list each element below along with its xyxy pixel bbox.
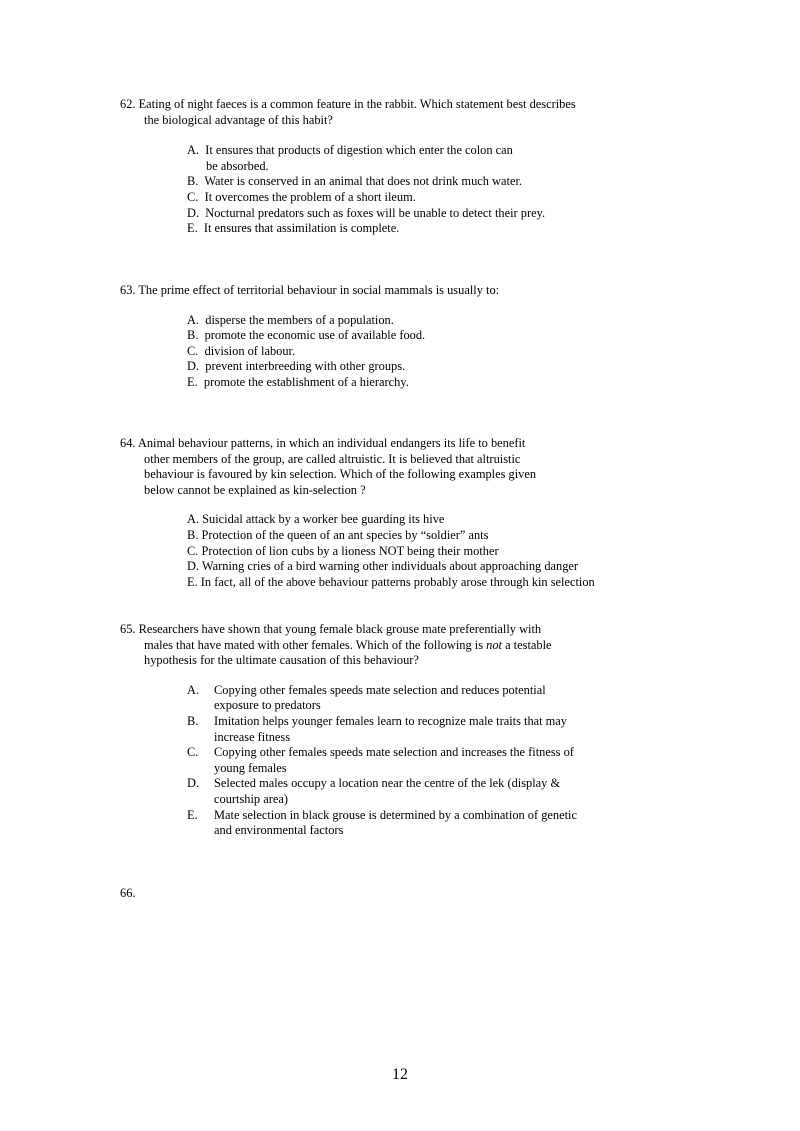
option-b	[187, 714, 660, 745]
question-text: 65. Researchers have shown that young female black grouse mate preferentially with	[120, 622, 542, 636]
option-label: E.	[187, 221, 198, 236]
option-e	[187, 221, 660, 237]
option-text: Copying other females speeds mate selection and reduces potential	[214, 682, 546, 697]
option-text: Warning cries of a bird warning other individuals about approaching danger	[201, 559, 579, 574]
option-text: young females	[214, 760, 287, 775]
option-text: Nocturnal predators such as foxes will be unable to detect their prey.	[205, 205, 546, 220]
option-e	[187, 575, 660, 591]
option-label: C.	[187, 189, 199, 204]
question-text-part: a testable	[501, 637, 552, 652]
option-text: Selected males occupy a location near the centre of the lek (display &	[214, 776, 561, 791]
option-label: B.	[187, 328, 199, 343]
option-label: B.	[187, 713, 199, 728]
option-text: Protection of lion cubs by a lioness NOT being their mother	[201, 543, 499, 558]
option-label: E.	[187, 374, 198, 389]
option-text: It ensures that products of digestion which enter the colon can	[205, 143, 513, 158]
question-text: hypothesis for the ultimate causation of this behaviour?	[144, 653, 419, 668]
option-a	[187, 512, 660, 528]
question-63	[120, 283, 660, 391]
option-b	[187, 328, 660, 344]
option-text: courtship area)	[214, 791, 288, 806]
question-65	[120, 622, 660, 839]
option-text: It ensures that assimilation is complete.	[203, 221, 400, 236]
option-d	[187, 559, 660, 575]
option-label: A.	[187, 312, 200, 327]
option-text: increase fitness	[214, 729, 291, 744]
option-text: promote the economic use of available food.	[204, 328, 426, 343]
option-text: Protection of the queen of an ant species by “soldier” ants	[201, 527, 489, 542]
option-text: disperse the members of a population.	[205, 312, 394, 327]
option-label: B.	[187, 527, 199, 542]
question-text-part: males that have mated with other females. Which of the following is	[144, 637, 487, 652]
option-label: D.	[187, 776, 200, 791]
option-a	[187, 313, 660, 329]
question-text: 64. Animal behaviour patterns, in which an individual endangers its life to benefit	[120, 436, 526, 450]
option-label: D.	[187, 205, 200, 220]
option-label: A.	[187, 512, 200, 527]
option-label: D.	[187, 559, 200, 574]
option-text: Suicidal attack by a worker bee guarding its hive	[202, 512, 445, 527]
option-text: prevent interbreeding with other groups.	[205, 359, 406, 374]
option-label: C.	[187, 543, 199, 558]
option-text: division of labour.	[204, 343, 296, 358]
option-label: D.	[187, 359, 200, 374]
option-e	[187, 375, 660, 391]
option-c	[187, 344, 660, 360]
question-text: below cannot be explained as kin-selection ?	[144, 482, 366, 497]
option-c	[187, 745, 660, 776]
option-text: It overcomes the problem of a short ileum.	[204, 189, 416, 204]
question-text: other members of the group, are called altruistic. It is believed that altruistic	[144, 451, 521, 466]
question-text: 63. The prime effect of territorial behaviour in social mammals is usually to:	[120, 283, 500, 297]
option-label: C.	[187, 343, 199, 358]
page-number: 12	[392, 1066, 408, 1083]
question-text: 66.	[120, 886, 136, 900]
option-text: Mate selection in black grouse is determined by a combination of genetic	[214, 807, 578, 822]
option-text: promote the establishment of a hierarchy.	[203, 374, 409, 389]
option-text: be absorbed.	[206, 158, 269, 173]
option-d	[187, 359, 660, 375]
option-e	[187, 808, 660, 839]
options-list	[187, 313, 660, 391]
option-a	[187, 143, 660, 174]
option-b	[187, 174, 660, 190]
question-66	[120, 886, 660, 902]
question-text: behaviour is favoured by kin selection. Which of the following examples given	[144, 467, 537, 482]
question-64	[120, 436, 660, 590]
question-text: the biological advantage of this habit?	[144, 112, 333, 127]
option-text: exposure to predators	[214, 698, 321, 713]
options-list	[187, 143, 660, 237]
question-text	[120, 638, 660, 654]
option-label: A.	[187, 682, 200, 697]
option-text: Copying other females speeds mate selection and increases the fitness of	[214, 745, 574, 760]
option-label: E.	[187, 807, 198, 822]
option-label: A.	[187, 143, 200, 158]
option-text: In fact, all of the above behaviour patterns probably arose through kin selection	[200, 574, 595, 589]
option-b	[187, 528, 660, 544]
option-d	[187, 776, 660, 807]
question-62	[120, 97, 660, 237]
option-c	[187, 544, 660, 560]
option-label: E.	[187, 574, 198, 589]
option-text: Imitation helps younger females learn to recognize male traits that may	[214, 713, 568, 728]
emphasis-not: not	[486, 637, 502, 652]
option-label: B.	[187, 174, 199, 189]
option-d	[187, 206, 660, 222]
options-list	[187, 683, 660, 839]
option-a	[187, 683, 660, 714]
option-text: and environmental factors	[214, 823, 344, 838]
option-c	[187, 190, 660, 206]
options-list	[187, 512, 660, 590]
option-label: C.	[187, 745, 199, 760]
option-text: Water is conserved in an animal that does not drink much water.	[204, 174, 522, 189]
question-text: 62. Eating of night faeces is a common feature in the rabbit. Which statement best describes	[120, 97, 576, 111]
